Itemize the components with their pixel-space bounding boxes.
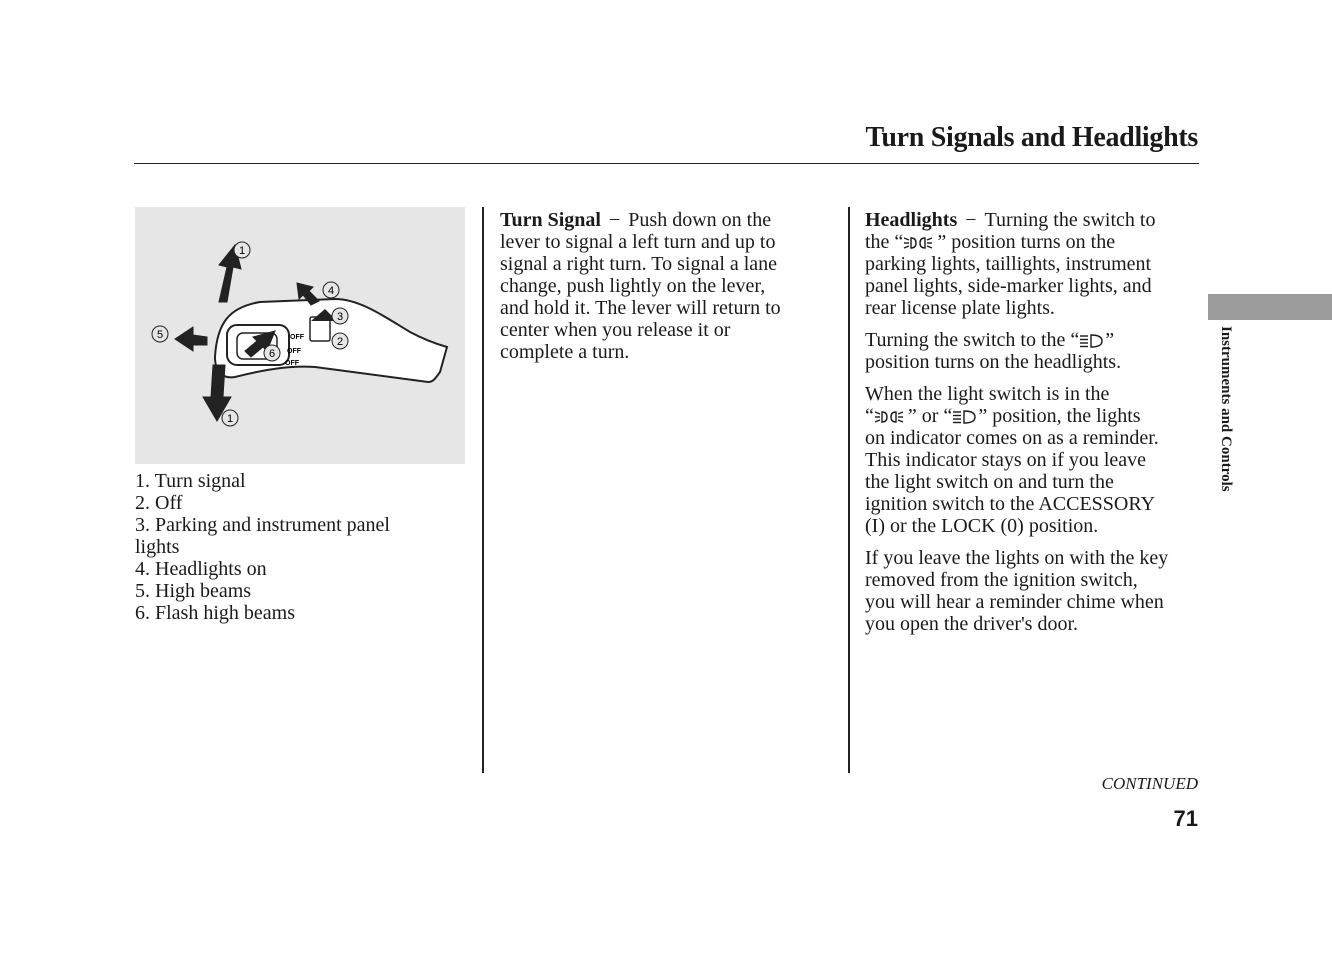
headlights-text: Turning the switch to the “	[865, 329, 1080, 351]
headlights-text: panel lights, side-marker lights, and	[865, 275, 1152, 297]
turn-signal-text: and hold it. The lever will return to	[500, 297, 781, 319]
headlights-paragraph-2	[865, 329, 1205, 373]
headlights-text: position turns on the headlights.	[865, 351, 1122, 373]
callout-1-bottom: 1	[226, 413, 234, 425]
mark-off-2: OFF	[287, 348, 301, 355]
section-tab-label: Instruments and Controls	[1218, 326, 1234, 492]
callout-6: 6	[268, 348, 276, 360]
headlights-text: the light switch on and turn the	[865, 471, 1114, 493]
lever-diagram	[135, 207, 465, 464]
callout-5: 5	[156, 329, 164, 341]
em-dash: −	[965, 209, 977, 231]
turn-signal-text: complete a turn.	[500, 341, 630, 363]
arrow-left	[175, 327, 207, 351]
column-divider-left	[482, 207, 484, 773]
headlights-text: This indicator stays on if you leave	[865, 449, 1147, 471]
callout-2: 2	[336, 336, 344, 348]
turn-signal-text: change, push lightly on the lever,	[500, 275, 766, 297]
headlights-paragraph-4	[865, 547, 1205, 635]
legend-item: 2. Off	[135, 492, 183, 514]
page-number: 71	[1173, 806, 1198, 831]
turn-signal-paragraph	[500, 209, 835, 363]
mark-off-1: OFF	[290, 334, 304, 341]
title-rule	[134, 163, 1199, 164]
mark-off-3: OFF	[285, 360, 299, 367]
legend-item: 4. Headlights on	[135, 558, 267, 580]
turn-signal-line	[500, 209, 771, 231]
headlights-on-icon	[952, 409, 978, 425]
page-title: Turn Signals and Headlights	[865, 122, 1198, 153]
legend-item: 1. Turn signal	[135, 470, 246, 492]
turn-signal-text: lever to signal a left turn and up to	[500, 231, 776, 253]
headlights-text: ” or “	[907, 405, 953, 427]
headlights-text: ignition switch to the ACCESSORY	[865, 493, 1156, 515]
headlights-text: on indicator comes on as a reminder.	[865, 427, 1159, 449]
turn-signal-text: center when you release it or	[500, 319, 731, 341]
legend-item: lights	[135, 536, 180, 558]
em-dash: −	[609, 209, 621, 231]
headlights-heading: Headlights	[865, 209, 958, 231]
headlights-text: ”	[1105, 329, 1115, 351]
callout-1-top: 1	[238, 245, 246, 257]
headlights-text: ” position turns on the	[937, 231, 1116, 253]
legend-item: 5. High beams	[135, 580, 252, 602]
headlights-text: you open the driver's door.	[865, 613, 1079, 635]
headlights-text: When the light switch is in the	[865, 383, 1110, 405]
turn-signal-heading: Turn Signal	[500, 209, 601, 231]
section-tab-marker	[1208, 294, 1332, 320]
legend-item: 6. Flash high beams	[135, 602, 295, 624]
figure-legend	[135, 470, 465, 624]
turn-signal-section	[500, 209, 835, 373]
headlights-text: If you leave the lights on with the key	[865, 547, 1169, 569]
callout-4: 4	[327, 285, 335, 297]
headlights-text: rear license plate lights.	[865, 297, 1055, 319]
headlights-text: ” position, the lights	[978, 405, 1141, 427]
headlights-on-icon	[1079, 333, 1105, 349]
column-divider-right	[848, 207, 850, 773]
lever-illustration	[135, 207, 465, 464]
headlights-text: Turning the switch to	[984, 209, 1156, 231]
headlights-text: “	[865, 405, 874, 427]
continued-note: CONTINUED	[1101, 774, 1198, 793]
headlights-text: (I) or the LOCK (0) position.	[865, 515, 1099, 537]
parking-lights-icon	[874, 409, 908, 425]
headlights-text: you will hear a reminder chime when	[865, 591, 1164, 613]
callout-3: 3	[336, 311, 344, 323]
parking-lights-icon	[903, 235, 937, 251]
headlights-section	[865, 209, 1205, 645]
legend-item: 3. Parking and instrument panel	[135, 514, 390, 536]
headlights-text: removed from the ignition switch,	[865, 569, 1138, 591]
turn-signal-text: Push down on the	[628, 209, 772, 231]
headlights-paragraph-1	[865, 209, 1205, 319]
headlights-paragraph-3	[865, 383, 1205, 537]
headlights-text: the “	[865, 231, 904, 253]
headlights-text: parking lights, taillights, instrument	[865, 253, 1152, 275]
turn-signal-text: signal a right turn. To signal a lane	[500, 253, 778, 275]
